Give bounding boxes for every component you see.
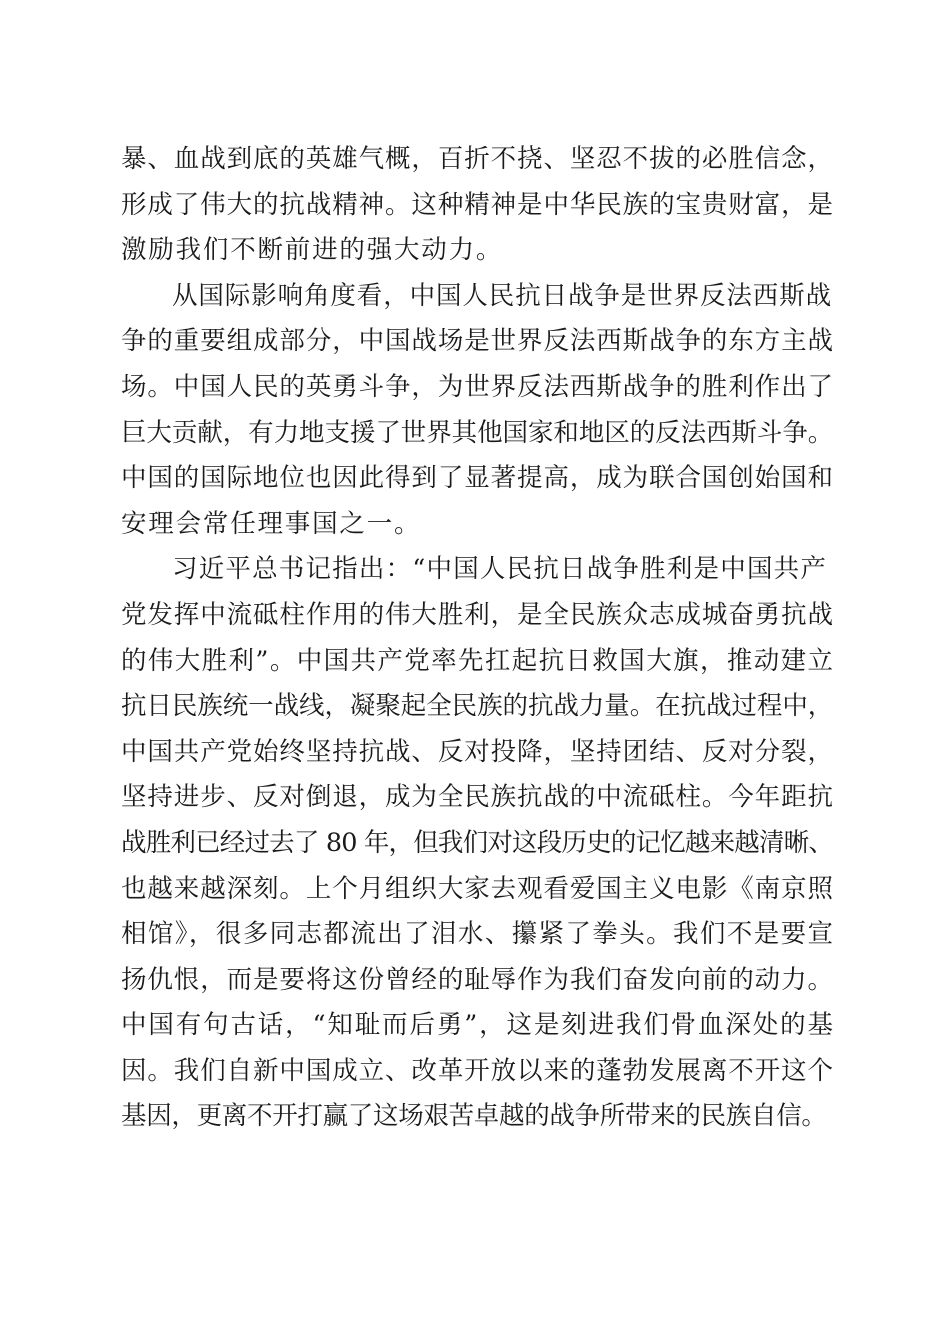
paragraph-2-line-3: 场。中国人民的英勇斗争，为世界反法西斯战争的胜利作出了 xyxy=(121,371,833,402)
paragraph-3-line-11: 中国有句古话，“知耻而后勇”，这是刻进我们骨血深处的基 xyxy=(121,1010,833,1041)
paragraph-3-line-12: 因。我们自新中国成立、改革开放以来的蓬勃发展离不开这个 xyxy=(121,1055,833,1086)
paragraph-2-line-5: 中国的国际地位也因此得到了显著提高，成为联合国创始国和 xyxy=(121,463,833,494)
paragraph-3-line-3: 的伟大胜利”。中国共产党率先扛起抗日救国大旗，推动建立 xyxy=(121,645,833,676)
document-body xyxy=(121,137,833,1140)
paragraph-3-line-7: 战胜利已经过去了 80 年，但我们对这段历史的记忆越来越清晰、 xyxy=(121,827,833,858)
paragraph-3-line-4: 抗日民族统一战线，凝聚起全民族的抗战力量。在抗战过程中， xyxy=(121,691,833,722)
paragraph-3-line-9: 相馆》，很多同志都流出了泪水、攥紧了拳头。我们不是要宣 xyxy=(121,919,833,950)
paragraph-3-line-10: 扬仇恨，而是要将这份曾经的耻辱作为我们奋发向前的动力。 xyxy=(121,964,833,995)
paragraph-3-line-8: 也越来越深刻。上个月组织大家去观看爱国主义电影《南京照 xyxy=(121,873,833,904)
paragraph-2-line-4: 巨大贡献，有力地支援了世界其他国家和地区的反法西斯斗争。 xyxy=(121,417,833,448)
paragraph-1-line-3: 激励我们不断前进的强大动力。 xyxy=(121,235,504,266)
paragraph-1-line-2: 形成了伟大的抗战精神。这种精神是中华民族的宝贵财富，是 xyxy=(121,189,833,220)
paragraph-2-line-1: 从国际影响角度看，中国人民抗日战争是世界反法西斯战 xyxy=(172,280,833,311)
paragraph-3-line-5: 中国共产党始终坚持抗战、反对投降，坚持团结、反对分裂， xyxy=(121,736,833,767)
paragraph-2-line-2: 争的重要组成部分，中国战场是世界反法西斯战争的东方主战 xyxy=(121,326,833,357)
paragraph-3-line-13: 基因，更离不开打赢了这场艰苦卓越的战争所带来的民族自信。 xyxy=(121,1101,827,1132)
paragraph-3-line-1: 习近平总书记指出：“中国人民抗日战争胜利是中国共产 xyxy=(172,554,828,585)
paragraph-3-line-6: 坚持进步、反对倒退，成为全民族抗战的中流砥柱。今年距抗 xyxy=(121,782,833,813)
paragraph-2-line-6: 安理会常任理事国之一。 xyxy=(121,508,422,539)
paragraph-1-line-1: 暴、血战到底的英雄气概，百折不挠、坚忍不拔的必胜信念， xyxy=(121,144,833,174)
paragraph-3-line-2: 党发挥中流砥柱作用的伟大胜利，是全民族众志成城奋勇抗战 xyxy=(121,599,833,630)
